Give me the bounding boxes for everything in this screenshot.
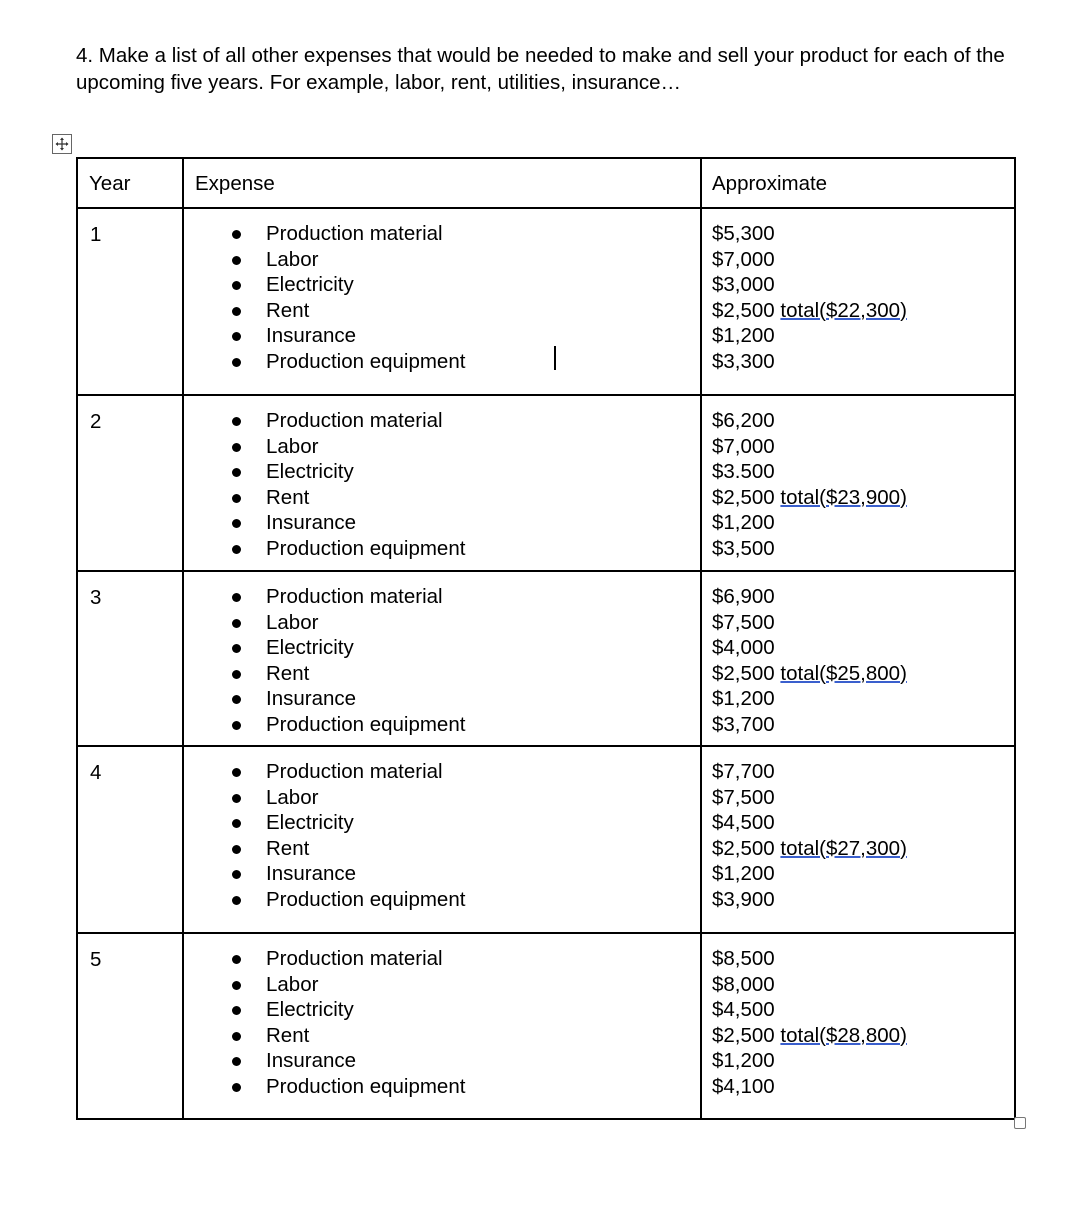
amount-cell[interactable] [701,571,1015,746]
expense-list-item: Production equipment [184,712,700,738]
table-row [77,571,1015,746]
expense-list-item: Production equipment [184,536,700,562]
expense-list-item: Production material [184,759,700,785]
amount-cell[interactable] [701,933,1015,1119]
expense-list-item: Production equipment [184,1074,700,1100]
year-value: 2 [90,410,102,433]
expense-list-item: Electricity [184,997,700,1023]
rent-total-line [712,661,1014,687]
expense-list-item: Production equipment [184,887,700,913]
expense-list-item: Labor [184,972,700,998]
expense-list-item: Production material [184,946,700,972]
table-move-icon[interactable] [52,134,72,154]
rent-amount: $2,500 [712,485,775,509]
amount-value: $5,300 [712,222,775,245]
total-amount: total($28,800) [780,1023,907,1047]
amount-list [702,396,1014,561]
expense-list-item: Labor [184,610,700,636]
expense-list-item: Insurance [184,686,700,712]
total-amount: total($22,300) [780,298,907,322]
expense-list-item: Insurance [184,1048,700,1074]
rent-amount: $2,500 [712,298,775,322]
amount-value: $1,200 [712,1049,775,1072]
year-value: 4 [90,761,102,784]
rent-amount: $2,500 [712,1023,775,1047]
rent-amount: $2,500 [712,836,775,860]
table-header-row [77,158,1015,208]
year-cell[interactable] [77,571,183,746]
expense-list-item: Electricity [184,635,700,661]
rent-total-line [712,836,1014,862]
rent-total-line [712,485,1014,511]
expense-list-item: Electricity [184,810,700,836]
header-expense[interactable] [183,158,701,208]
header-year[interactable] [77,158,183,208]
expense-cell[interactable] [183,395,701,571]
amount-value: $7,000 [712,247,775,271]
year-cell[interactable] [77,746,183,933]
expense-list-item: Insurance [184,861,700,887]
expense-list [184,396,700,561]
year-value: 1 [90,223,102,246]
amount-value: $3,700 [712,712,775,736]
header-expense-label: Expense [195,172,275,195]
year-cell[interactable] [77,208,183,395]
expense-list [184,934,700,1099]
rent-total-line [712,1023,1014,1049]
expense-list-item: Production equipment [184,349,700,375]
amount-value: $8,500 [712,947,775,970]
expense-list-item: Production material [184,221,700,247]
table-row [77,933,1015,1119]
amount-value: $7,700 [712,760,775,783]
amount-value: $7,500 [712,785,775,809]
expense-list-item: Production material [184,408,700,434]
year-value: 3 [90,586,102,609]
amount-value: $8,000 [712,972,775,996]
year-cell[interactable] [77,933,183,1119]
amount-list [702,747,1014,912]
amount-value: $1,200 [712,511,775,534]
resize-handle-icon[interactable] [1014,1117,1026,1129]
rent-amount: $2,500 [712,661,775,685]
question-text: 4. Make a list of all other expenses that would be needed to make and sell your product for each of the upcoming five years. For example, labor, rent, utilities, insurance… [76,44,1005,94]
amount-value: $6,900 [712,585,775,608]
amount-value: $3.500 [712,460,775,483]
amount-value: $4,000 [712,636,775,659]
amount-value: $4,500 [712,998,775,1021]
expense-list-item: Production material [184,584,700,610]
expense-list [184,209,700,374]
amount-value: $1,200 [712,687,775,710]
expense-list-item: Labor [184,434,700,460]
expense-list-item: Electricity [184,272,700,298]
amount-value: $1,200 [712,324,775,347]
amount-value: $7,000 [712,434,775,458]
amount-value: $6,200 [712,409,775,432]
amount-cell[interactable] [701,746,1015,933]
expense-list-item: Labor [184,247,700,273]
rent-total-line [712,298,1014,324]
amount-value: $3,900 [712,887,775,911]
total-amount: total($23,900) [780,485,907,509]
move-icon [55,137,69,151]
header-approximate-label: Approximate [712,172,828,195]
expense-list-item: Rent [184,836,700,862]
expense-cell[interactable] [183,933,701,1119]
expense-cell[interactable] [183,208,701,395]
table-row [77,208,1015,395]
expense-list-item: Labor [184,785,700,811]
expense-list-item: Rent [184,1023,700,1049]
year-value: 5 [90,948,102,971]
amount-list [702,934,1014,1099]
amount-value: $1,200 [712,862,775,885]
table-row [77,395,1015,571]
expense-list [184,747,700,912]
expense-list-item: Insurance [184,323,700,349]
expense-list-item: Rent [184,661,700,687]
total-amount: total($27,300) [780,836,907,860]
expense-list-item: Rent [184,485,700,511]
expense-list-item: Insurance [184,510,700,536]
expense-table[interactable] [76,157,1016,1120]
amount-value: $3,300 [712,349,775,373]
amount-cell[interactable] [701,395,1015,571]
table-row [77,746,1015,933]
header-year-label: Year [89,172,131,195]
amount-cell[interactable] [701,208,1015,395]
amount-value: $4,500 [712,811,775,834]
expense-cell[interactable] [183,571,701,746]
expense-list [184,572,700,737]
amount-list [702,209,1014,374]
amount-value: $3,500 [712,536,775,560]
total-amount: total($25,800) [780,661,907,685]
amount-value: $4,100 [712,1074,775,1098]
expense-list-item: Electricity [184,459,700,485]
amount-value: $7,500 [712,610,775,634]
amount-list [702,572,1014,737]
expense-list-item: Rent [184,298,700,324]
year-cell[interactable] [77,395,183,571]
expense-cell[interactable] [183,746,701,933]
amount-value: $3,000 [712,273,775,296]
header-approximate[interactable] [701,158,1015,208]
text-cursor [554,346,556,370]
